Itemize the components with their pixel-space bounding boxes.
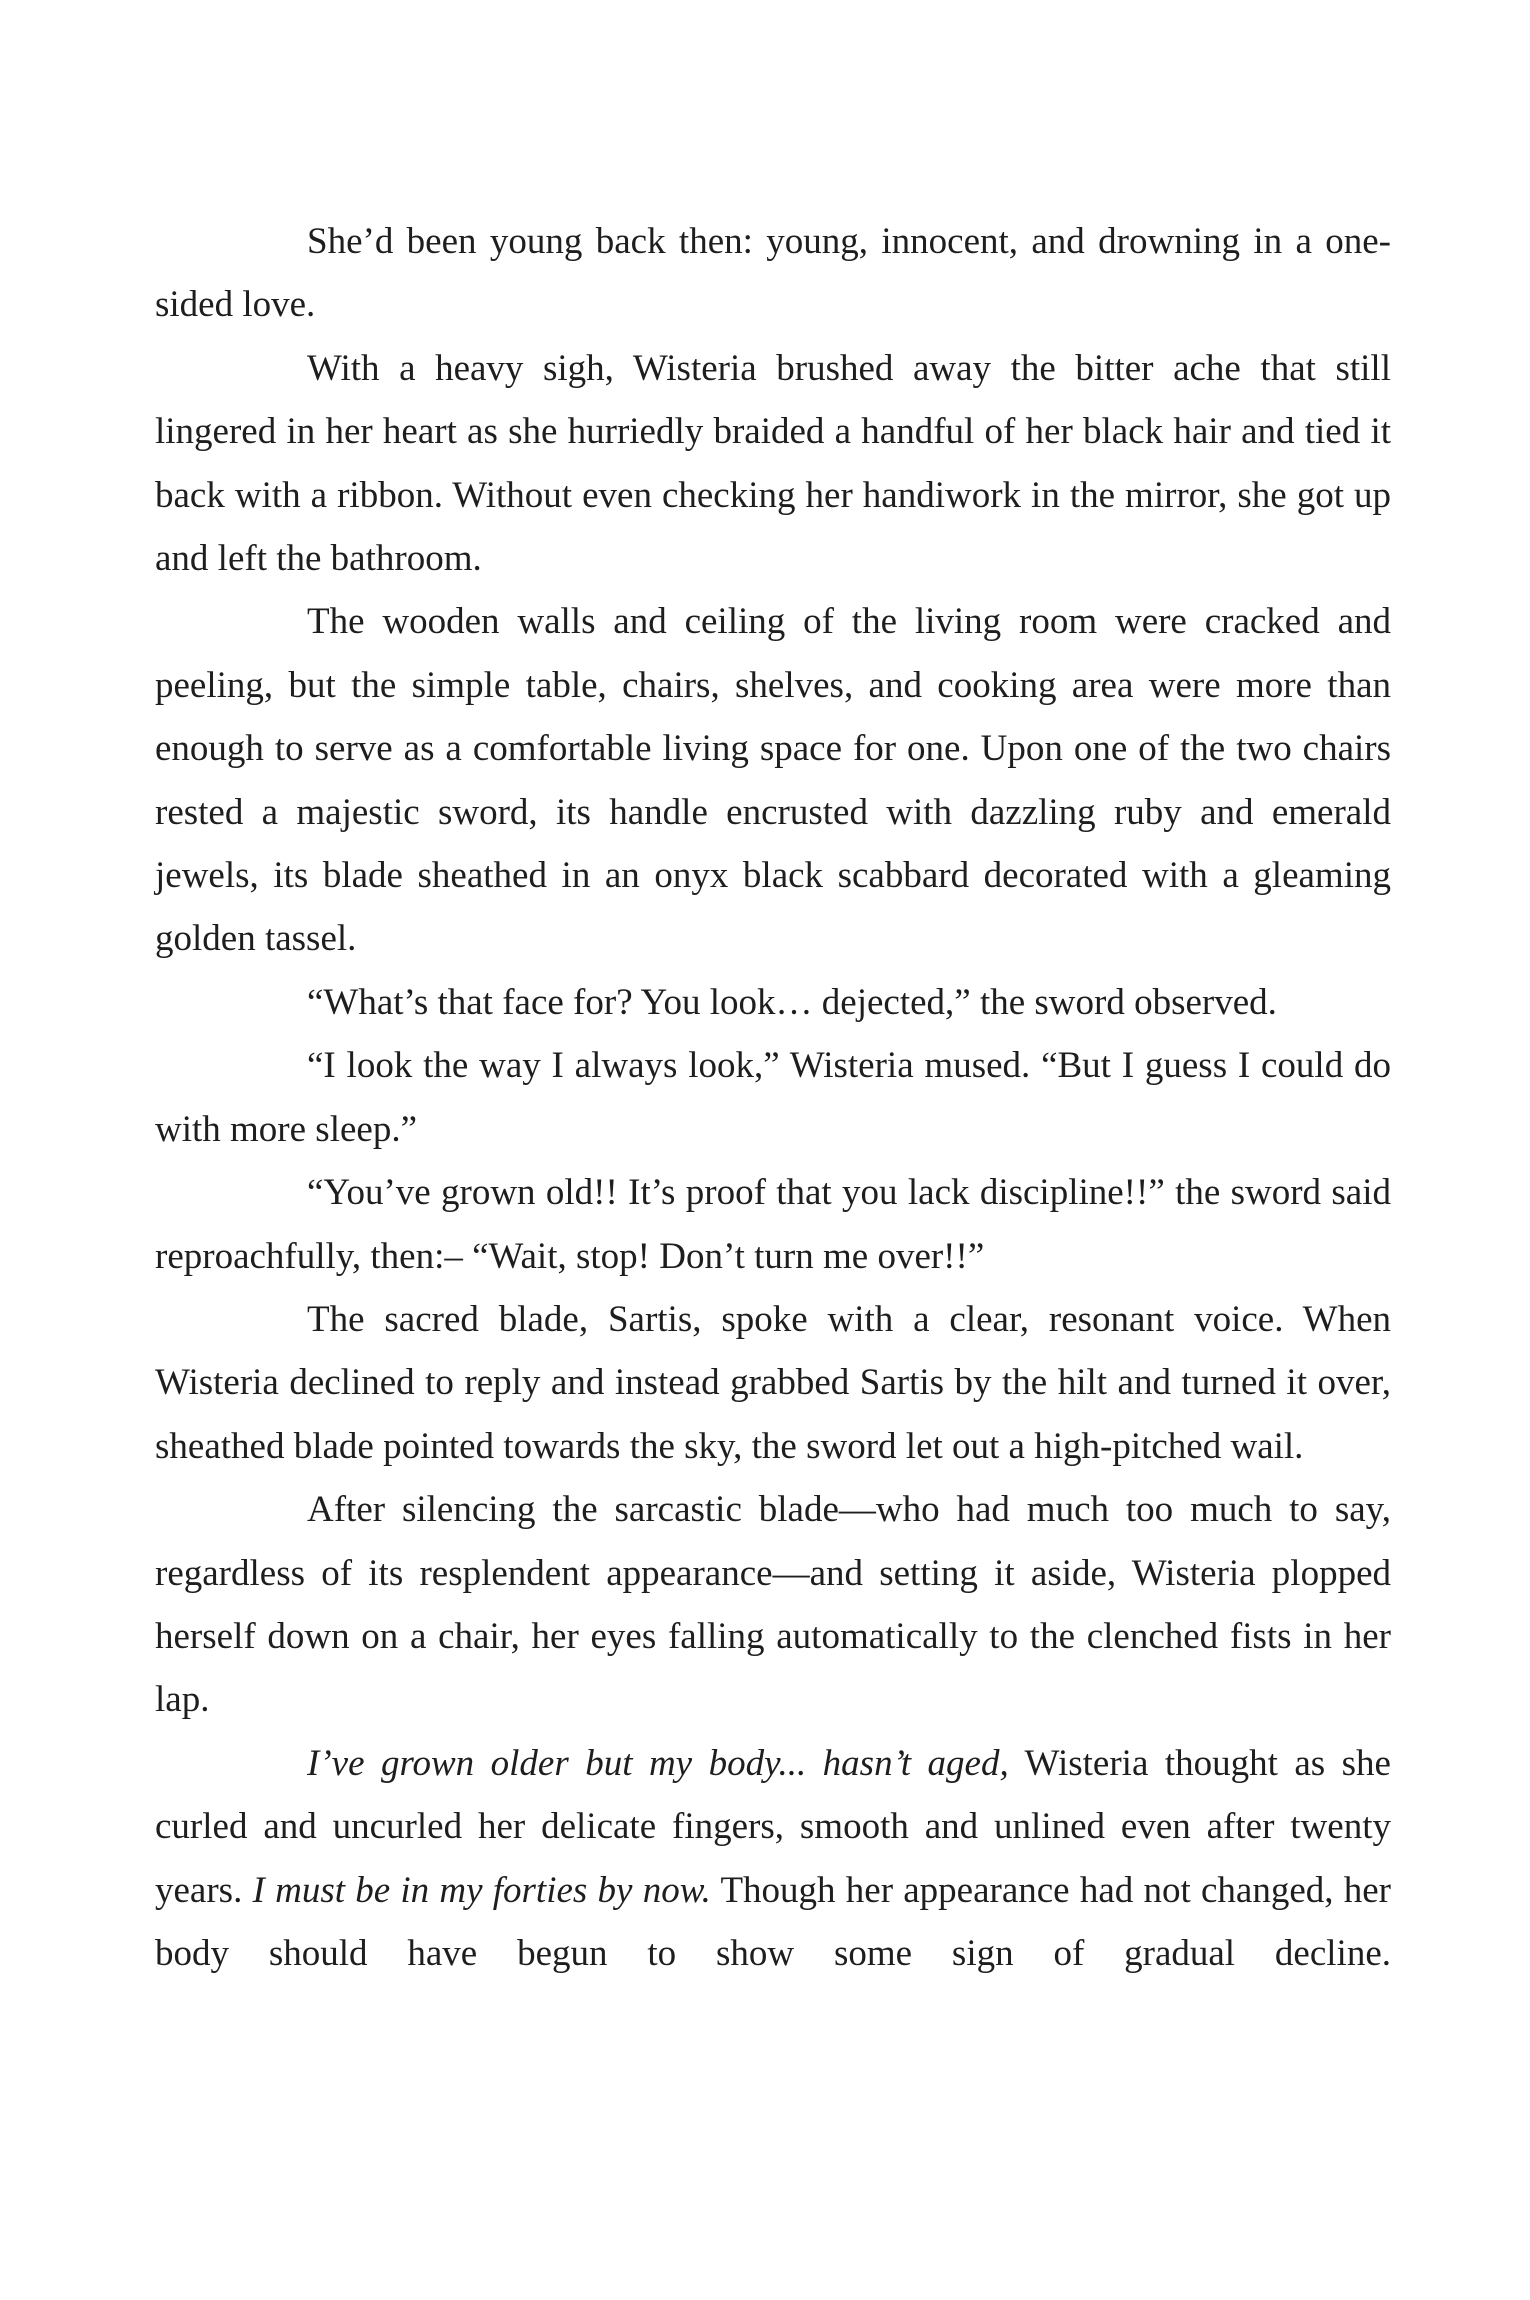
paragraph (155, 1478, 1391, 1732)
paragraph (155, 1034, 1391, 1161)
paragraph-text: After silencing the sarcastic blade—who had much too much to say, regardless of its resplendent appearance—and setting it aside, Wisteria plopped herself down on a chair, her eyes falling automatically to the clenched fists in her lap. (155, 1489, 1391, 1721)
paragraph-text: The sacred blade, Sartis, spoke with a clear, resonant voice. When Wisteria declined to reply and instead grabbed Sartis by the hilt and turned it over, sheathed blade pointed towards the sky, the sword let out a high-pitched wail. (155, 1298, 1391, 1467)
paragraph (155, 590, 1391, 970)
italic-thought-text: I’ve grown older but my body... hasn’t aged, (307, 1742, 1009, 1784)
paragraph (155, 1161, 1391, 1288)
italic-thought-text: I must be in my forties by now. (252, 1869, 711, 1911)
paragraph (155, 1288, 1391, 1478)
paragraph (155, 210, 1391, 337)
paragraph-text: Wisteria thought as she curled and uncurled her delicate fingers, smooth and unlined even after twenty years. (155, 1742, 1391, 1911)
paragraph-text: “You’ve grown old!! It’s proof that you lack discipline!!” the sword said reproachfully, then:– “Wait, stop! Don’t turn me over!!” (155, 1172, 1391, 1277)
book-page (155, 210, 1391, 1985)
paragraph-text: Though her appearance had not changed, her body should have begun to show some sign of gradual decline. (155, 1869, 1391, 1974)
paragraph (155, 1732, 1391, 1986)
paragraph (155, 971, 1391, 1034)
paragraph-text: She’d been young back then: young, innocent, and drowning in a one-sided love. (155, 221, 1391, 326)
paragraph-text: The wooden walls and ceiling of the living room were cracked and peeling, but the simple table, chairs, shelves, and cooking area were more than enough to serve as a comfortable living space for one. Upon one of the two chairs rested a majestic sword, its handle encrusted with dazzling ruby and emerald jewels, its blade sheathed in an onyx black scabbard decorated with a gleaming golden tassel. (155, 601, 1391, 960)
paragraph (155, 337, 1391, 591)
paragraph-text: “What’s that face for? You look… dejected,” the sword observed. (307, 981, 1277, 1023)
paragraph-text: With a heavy sigh, Wisteria brushed away the bitter ache that still lingered in her heart as she hurriedly braided a handful of her black hair and tied it back with a ribbon. Without even checking her handiwork in the mirror, she got up and left the bathroom. (155, 347, 1391, 580)
paragraph-text: “I look the way I always look,” Wisteria mused. “But I guess I could do with more sleep.” (155, 1045, 1391, 1150)
